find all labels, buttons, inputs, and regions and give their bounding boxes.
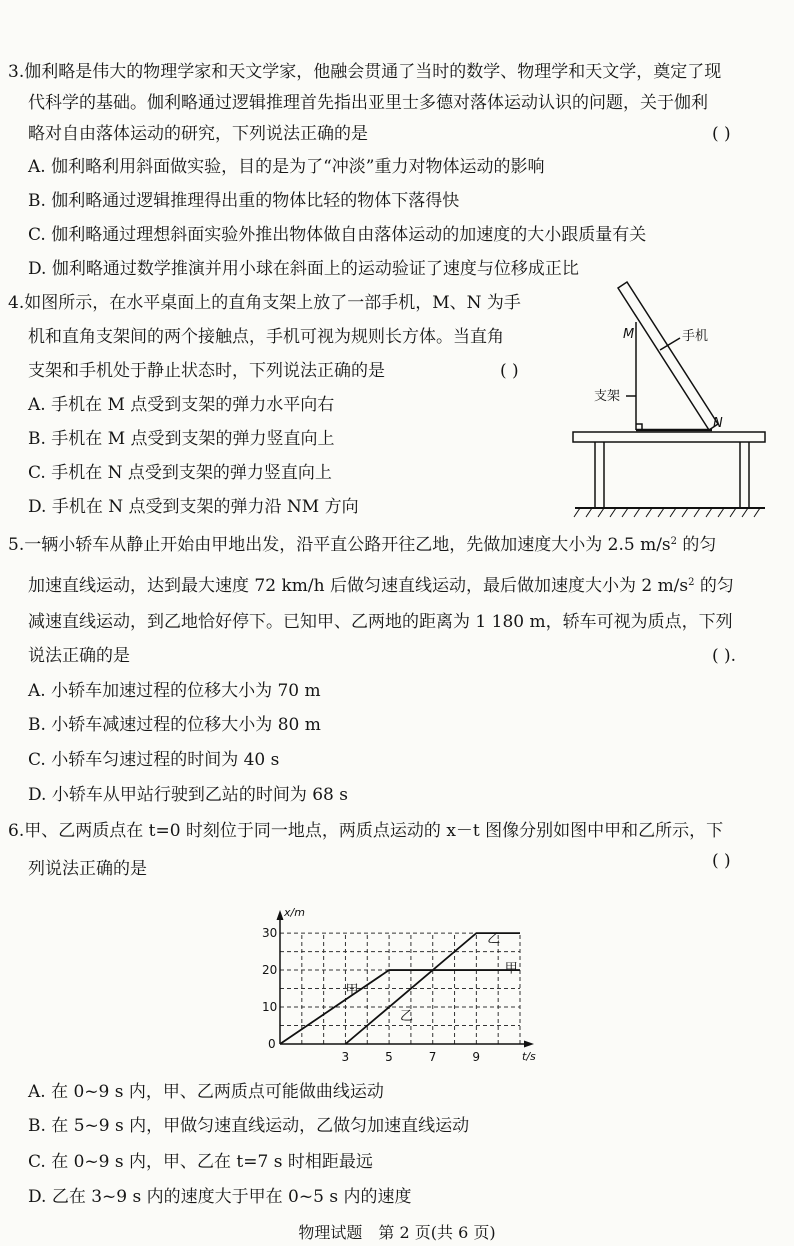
q4-line-2: 机和直角支架间的两个接触点，手机可视为规则长方体。当直角 xyxy=(28,327,504,347)
label-n: N xyxy=(713,416,723,431)
q5-stem-text-2a: 加速直线运动，达到最大速度 72 km/h 后做匀速直线运动，最后做加速度大小为 2 m/s xyxy=(28,576,689,596)
q5-stem-text-1a: 一辆小轿车从静止开始由甲地出发，沿平直公路开往乙地，先做加速度大小为 2.5 m/s xyxy=(24,535,671,555)
x-axis-arrow xyxy=(524,1041,534,1048)
q4-option-b: B. 手机在 M 点受到支架的弹力竖直向上 xyxy=(28,429,335,449)
page-footer: 物理试题 第 2 页(共 6 页) xyxy=(298,1223,496,1242)
q3-option-c: C. 伽利略通过理想斜面实验外推出物体做自由落体运动的加速度的大小跟质量有关 xyxy=(28,225,647,245)
q5-sup-1: 2 xyxy=(670,536,678,547)
q3-option-b: B. 伽利略通过逻辑推理得出重的物体比轻的物体下落得快 xyxy=(28,191,460,211)
q4-line-1 xyxy=(8,291,521,315)
q3-option-d: D. 伽利略通过数学推演并用小球在斜面上的运动验证了速度与位移成正比 xyxy=(28,259,579,279)
series-label-yi: 乙 xyxy=(400,1008,414,1024)
q3-line-2: 代科学的基础。伽利略通过逻辑推理首先指出亚里士多德对落体运动认识的问题，关于伽利 xyxy=(28,93,708,113)
q3-line-3: 略对自由落体运动的研究，下列说法正确的是 xyxy=(28,124,368,144)
q4-option-c: C. 手机在 N 点受到支架的弹力竖直向上 xyxy=(28,463,332,483)
q4-answer-paren: ( ) xyxy=(500,361,519,381)
q5-stem-text-1b: 的匀 xyxy=(677,535,717,555)
q3-answer-paren: ( ) xyxy=(712,124,731,144)
q6-line-2: 列说法正确的是 xyxy=(28,859,147,879)
q5-option-d: D. 小轿车从甲站行驶到乙站的时间为 68 s xyxy=(28,785,348,805)
q6-line-1 xyxy=(8,819,723,843)
q5-stem-text-2b: 的匀 xyxy=(694,576,734,596)
label-phone: 手机 xyxy=(682,329,709,344)
q5-answer-paren: ( ). xyxy=(712,646,737,666)
q6-number: 6. xyxy=(8,821,25,841)
q4-stem-text-1: 如图所示，在水平桌面上的直角支架上放了一部手机，M、N 为手 xyxy=(24,293,521,313)
q5-sup-2: 2 xyxy=(688,577,695,588)
q5-line-3: 减速直线运动，到乙地恰好停下。已知甲、乙两地的距离为 1 180 m，轿车可视为质点，下列 xyxy=(28,612,733,632)
y-axis-label: x/m xyxy=(284,906,305,919)
y-axis-arrow xyxy=(277,910,284,920)
ground-hatching xyxy=(574,508,760,517)
q3-stem-text-1: 伽利略是伟大的物理学家和天文学家，他融会贯通了当时的数学、物理学和天文学，奠定了现 xyxy=(24,62,722,82)
q6-option-c: C. 在 0~9 s 内，甲、乙在 t=7 s 时相距最远 xyxy=(28,1152,373,1172)
series-label-jia: 甲 xyxy=(504,961,518,977)
q5-line-2 xyxy=(28,574,734,598)
q4-option-a: A. 手机在 M 点受到支架的弹力水平向右 xyxy=(28,395,335,415)
x-axis-label: t/s xyxy=(522,1050,536,1063)
table-top xyxy=(573,432,765,442)
x-tick-label: 5 xyxy=(385,1050,393,1064)
q5-line-4: 说法正确的是 xyxy=(28,646,130,666)
q4-option-d: D. 手机在 N 点受到支架的弹力沿 NM 方向 xyxy=(28,497,359,517)
series-label-yi: 乙 xyxy=(487,931,501,947)
q3-option-a: A. 伽利略利用斜面做实验，目的是为了“冲淡”重力对物体运动的影响 xyxy=(28,157,545,177)
y-tick-label: 20 xyxy=(262,963,278,978)
series-label-jia: 甲 xyxy=(345,983,359,999)
q6-stem-text-1: 甲、乙两质点在 t=0 时刻位于同一地点，两质点运动的 x－t 图像分别如图中甲和乙所示，下 xyxy=(24,821,724,841)
x-tick-label: 7 xyxy=(428,1050,437,1064)
q6-option-d: D. 乙在 3~9 s 内的速度大于甲在 0~5 s 内的速度 xyxy=(28,1187,412,1207)
q5-option-a: A. 小轿车加速过程的位移大小为 70 m xyxy=(28,681,321,701)
q5-number: 5. xyxy=(8,535,25,555)
q4-line-3: 支架和手机处于静止状态时，下列说法正确的是 xyxy=(28,361,385,381)
label-stand: 支架 xyxy=(594,389,621,404)
q3-number: 3. xyxy=(8,62,25,82)
label-m: M xyxy=(623,327,635,342)
phone-shape xyxy=(618,282,718,430)
q3-line-1 xyxy=(8,60,721,84)
q6-answer-paren: ( ) xyxy=(712,851,731,871)
q5-option-c: C. 小轿车匀速过程的时间为 40 s xyxy=(28,750,280,770)
origin-label: 0 xyxy=(268,1037,276,1051)
y-tick-label: 10 xyxy=(262,1000,278,1015)
phone-stand-figure xyxy=(570,280,770,525)
q5-line-1 xyxy=(8,533,716,557)
q4-number: 4. xyxy=(8,293,25,313)
q6-option-a: A. 在 0~9 s 内，甲、乙两质点可能做曲线运动 xyxy=(28,1082,384,1102)
q5-option-b: B. 小轿车减速过程的位移大小为 80 m xyxy=(28,715,321,735)
x-tick-label: 3 xyxy=(341,1050,350,1064)
q6-option-b: B. 在 5~9 s 内，甲做匀速直线运动，乙做匀加速直线运动 xyxy=(28,1116,470,1136)
xt-chart xyxy=(262,892,552,1068)
y-tick-label: 30 xyxy=(262,926,278,941)
x-tick-label: 9 xyxy=(472,1050,481,1064)
